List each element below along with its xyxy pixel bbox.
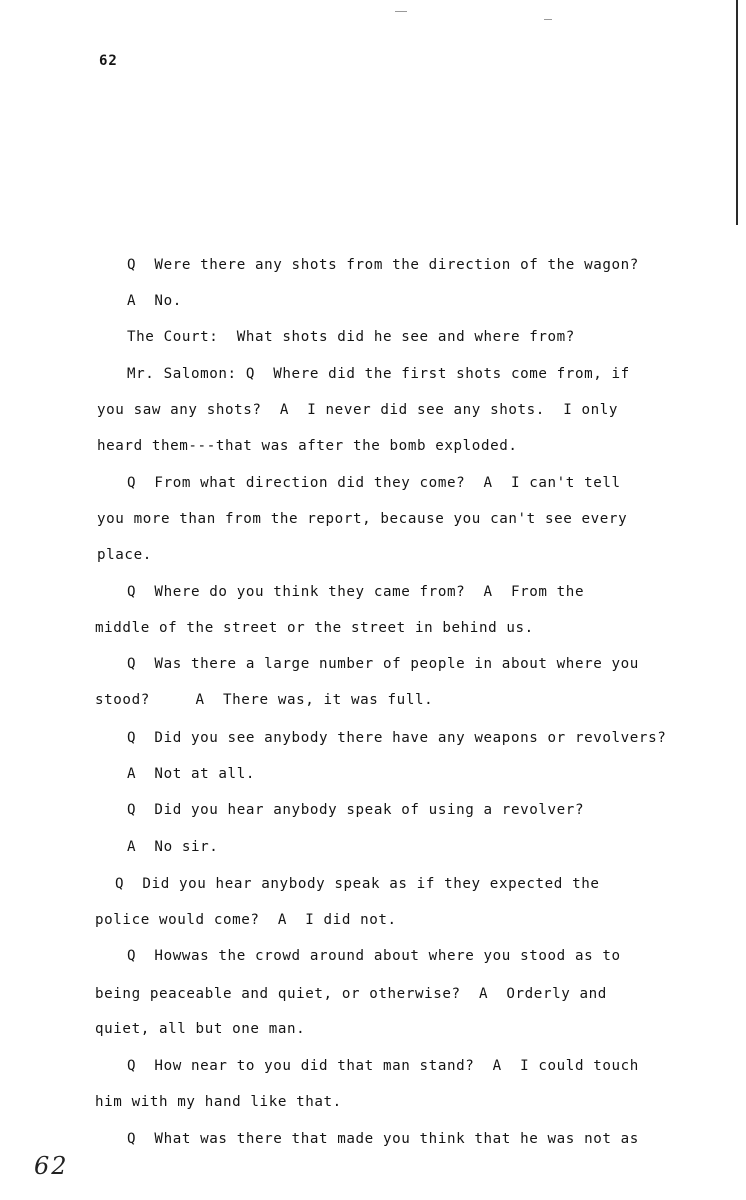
transcript-line: police would come? A I did not.	[95, 912, 397, 928]
transcript-line: place.	[97, 547, 152, 563]
transcript-line: Q Was there a large number of people in about where you	[127, 656, 639, 672]
transcript-line: The Court: What shots did he see and where from?	[127, 329, 575, 345]
transcript-line: Q From what direction did they come? A I can't tell	[127, 475, 621, 491]
transcript-line: Q How near to you did that man stand? A I could touch	[127, 1058, 639, 1074]
handwritten-page-number: 62	[34, 1152, 69, 1180]
transcript-line: Q Were there any shots from the direction of the wagon?	[127, 257, 639, 273]
transcript-line: A Not at all.	[127, 766, 255, 782]
transcript-line: quiet, all but one man.	[95, 1021, 306, 1037]
transcript-line: heard them---that was after the bomb exploded.	[97, 438, 518, 454]
transcript-line: A No.	[127, 293, 182, 309]
transcript-line: you more than from the report, because you can't see every	[97, 511, 628, 527]
transcript-line: Q Did you hear anybody speak as if they expected the	[115, 876, 600, 892]
transcript-line: middle of the street or the street in behind us.	[95, 620, 534, 636]
transcript-line: stood? A There was, it was full.	[95, 692, 434, 708]
transcript-line: Q Did you see anybody there have any weapons or revolvers?	[127, 730, 667, 746]
transcript-line: Mr. Salomon: Q Where did the first shots come from, if	[127, 366, 630, 382]
transcript-line: him with my hand like that.	[95, 1094, 342, 1110]
transcript-line: Q Howwas the crowd around about where you stood as to	[127, 948, 621, 964]
transcript-line: you saw any shots? A I never did see any shots. I only	[97, 402, 619, 418]
transcript-line: Q What was there that made you think that he was not as	[127, 1131, 639, 1147]
transcript-line: being peaceable and quiet, or otherwise? A Orderly and	[95, 986, 607, 1002]
scan-mark	[544, 19, 552, 20]
transcript-line: Q Where do you think they came from? A From the	[127, 584, 585, 600]
transcript-line: A No sir.	[127, 839, 219, 855]
page-edge-mark	[736, 0, 738, 225]
transcript-line: Q Did you hear anybody speak of using a revolver?	[127, 802, 585, 818]
scan-mark	[395, 11, 407, 12]
page-number: 62	[99, 53, 118, 69]
